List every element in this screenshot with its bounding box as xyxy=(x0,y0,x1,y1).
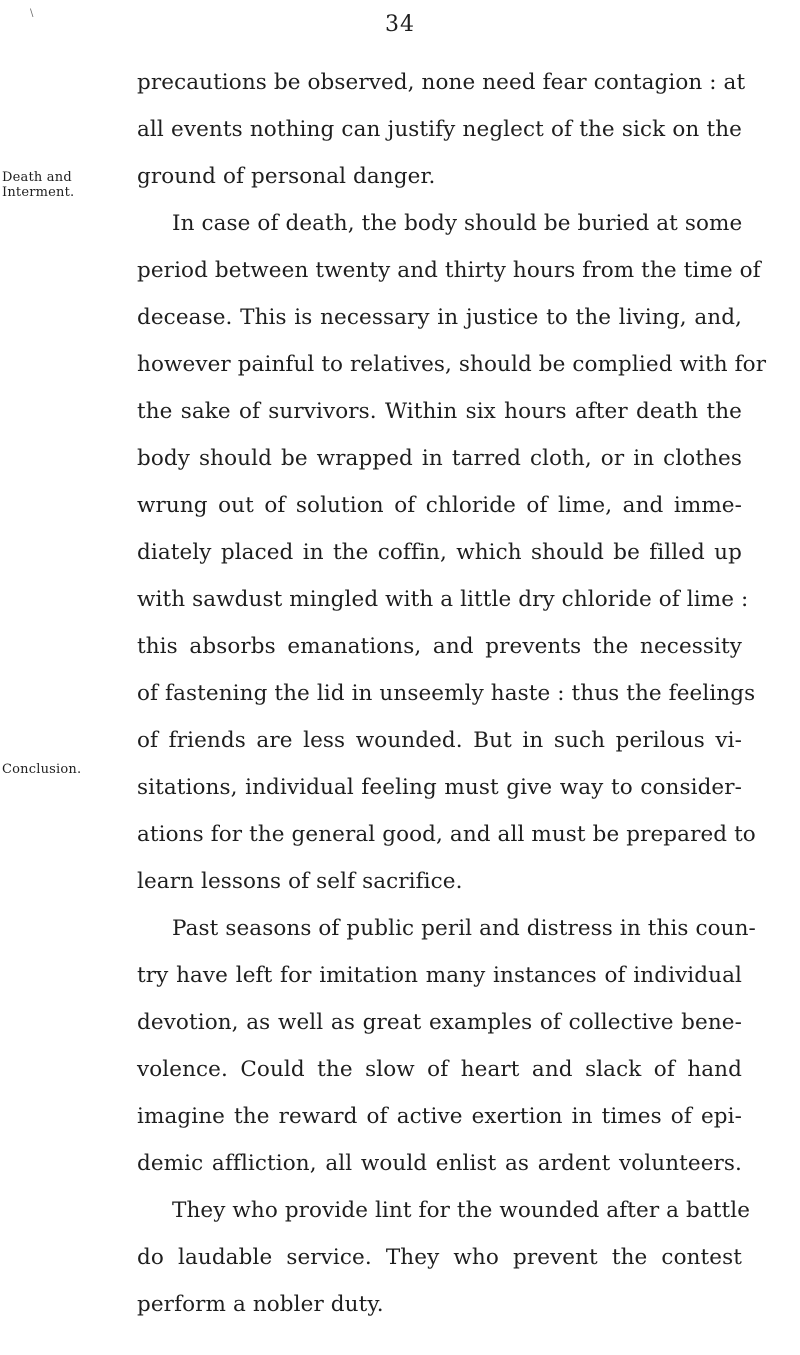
margin-note-conclusion: Conclusion. xyxy=(2,762,82,777)
text-line: precautions be observed, none need fear contagion : at xyxy=(137,70,746,95)
text-line: body should be wrapped in tarred cloth, or in clothes xyxy=(137,446,742,471)
text-line: with sawdust mingled with a little dry chloride of lime : xyxy=(137,587,749,612)
margin-note-death-line-1: Death and xyxy=(2,170,72,185)
text-line: of friends are less wounded. But in such perilous vi- xyxy=(137,728,742,753)
margin-note-death-interment xyxy=(2,170,74,200)
stray-mark: \ xyxy=(30,8,34,19)
text-line: however painful to relatives, should be complied with for xyxy=(137,352,767,377)
text-line: ations for the general good, and all must be prepared to xyxy=(137,822,756,847)
text-line: try have left for imitation many instances of individual xyxy=(137,963,742,988)
text-line: diately placed in the coffin, which should be filled up xyxy=(137,540,742,565)
text-line: the sake of survivors. Within six hours after death the xyxy=(137,399,742,424)
text-line: decease. This is necessary in justice to the living, and, xyxy=(137,305,742,330)
text-line: of fastening the lid in unseemly haste : thus the feelings xyxy=(137,681,756,706)
text-line: volence. Could the slow of heart and slack of hand xyxy=(137,1057,742,1082)
margin-note-death-line-2: Interment. xyxy=(2,185,75,200)
text-line: ground of personal danger. xyxy=(137,164,436,189)
text-line: In case of death, the body should be buried at some xyxy=(172,211,743,236)
text-line: imagine the reward of active exertion in times of epi- xyxy=(137,1104,742,1129)
text-line: do laudable service. They who prevent the contest xyxy=(137,1245,742,1270)
text-line: all events nothing can justify neglect of the sick on the xyxy=(137,117,742,142)
text-line: sitations, individual feeling must give way to consider- xyxy=(137,775,742,800)
text-line: perform a nobler duty. xyxy=(137,1292,384,1317)
text-line: devotion, as well as great examples of collective bene- xyxy=(137,1010,742,1035)
text-line: this absorbs emanations, and prevents the necessity xyxy=(137,634,742,659)
text-line: demic affliction, all would enlist as ardent volunteers. xyxy=(137,1151,742,1176)
text-line: wrung out of solution of chloride of lime, and imme- xyxy=(137,493,742,518)
text-line: Past seasons of public peril and distress in this coun- xyxy=(172,916,756,941)
text-line: learn lessons of self sacrifice. xyxy=(137,869,463,894)
text-line: period between twenty and thirty hours from the time of xyxy=(137,258,761,283)
text-line: They who provide lint for the wounded after a battle xyxy=(172,1198,751,1223)
page-number: 34 xyxy=(385,12,415,37)
